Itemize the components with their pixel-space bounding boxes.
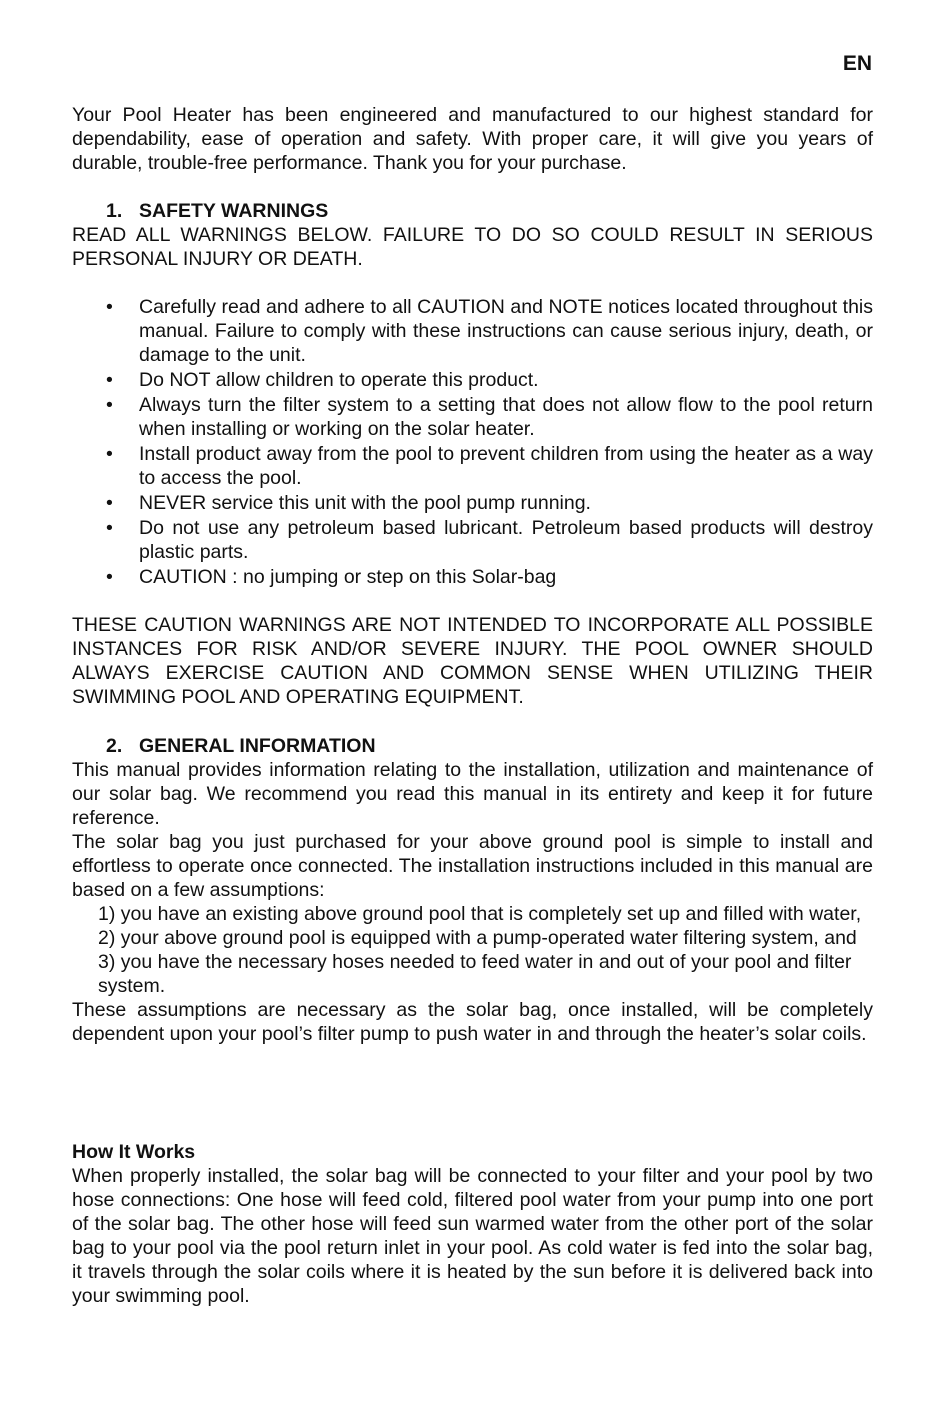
- list-item: 1) you have an existing above ground pool that is completely set up and filled with water,: [98, 903, 862, 925]
- warning-list: [72, 295, 873, 589]
- paragraph: When properly installed, the solar bag will be connected to your filter and your pool by two hose connections: One hose will feed cold, filtered pool water from your pump into one port of the solar bag. The other hose will feed sun warmed water from the other port of the solar bag to your pool via the pool return inlet in your pool. As cold water is fed into the solar bag, it travels through the solar coils where it is heated by the sun before it is delivered back into your swimming pool.: [72, 1165, 873, 1307]
- paragraph: The solar bag you just purchased for your above ground pool is simple to install and effortless to operate once connected. The installation instructions included in this manual are based on a few assumptions:: [72, 831, 873, 901]
- list-item: • Install product away from the pool to prevent children from using the heater as a way to access the pool.: [72, 442, 873, 490]
- section-heading: [72, 734, 873, 758]
- section-title: GENERAL INFORMATION: [139, 735, 376, 757]
- list-item: • Do NOT allow children to operate this product.: [72, 368, 873, 392]
- assumptions-list: [72, 902, 873, 998]
- section-number: 1.: [106, 200, 123, 222]
- paragraph: These assumptions are necessary as the solar bag, once installed, will be completely dependent upon your pool’s filter pump to push water in and through the heater’s solar coils.: [72, 999, 873, 1045]
- list-item: • CAUTION : no jumping or step on this Solar-bag: [72, 565, 873, 589]
- list-item: • Carefully read and adhere to all CAUTION and NOTE notices located throughout this manual. Failure to comply with these instructions can cause serious injury, death, or damage to the unit.: [72, 295, 873, 367]
- intro-paragraph: Your Pool Heater has been engineered and manufactured to our highest standard for dependability, ease of operation and safety. With proper care, it will give you years of durable, trouble-free performance. Thank you for your purchase.: [72, 104, 873, 174]
- list-item: • NEVER service this unit with the pool pump running.: [72, 491, 873, 515]
- list-item: 2) your above ground pool is equipped with a pump-operated water filtering system, and: [98, 927, 857, 949]
- section-title: SAFETY WARNINGS: [139, 200, 329, 222]
- warning-lead: READ ALL WARNINGS BELOW. FAILURE TO DO SO COULD RESULT IN SERIOUS PERSONAL INJURY OR DEATH.: [72, 224, 873, 270]
- section-safety-warnings: [72, 199, 873, 709]
- section-heading: [72, 199, 873, 223]
- list-item: 3) you have the necessary hoses needed to feed water in and out of your pool and filter system.: [98, 951, 852, 997]
- section-number: 2.: [106, 735, 123, 757]
- caution-statement: THESE CAUTION WARNINGS ARE NOT INTENDED TO INCORPORATE ALL POSSIBLE INSTANCES FOR RISK AND/OR SEVERE INJURY. THE POOL OWNER SHOULD ALWAYS EXERCISE CAUTION AND COMMON SENSE WHEN UTILIZING THEIR SWIMMING POOL AND OPERATING EQUIPMENT.: [72, 614, 873, 708]
- paragraph: This manual provides information relating to the installation, utilization and maintenance of our solar bag. We recommend you read this manual in its entirety and keep it for future reference.: [72, 759, 873, 829]
- subsection-title: How It Works: [72, 1141, 196, 1163]
- list-item: • Always turn the filter system to a setting that does not allow flow to the pool return when installing or working on the solar heater.: [72, 393, 873, 441]
- section-how-it-works: [72, 1140, 873, 1308]
- list-item: • Do not use any petroleum based lubricant. Petroleum based products will destroy plastic parts.: [72, 516, 873, 564]
- section-general-information: [72, 734, 873, 1046]
- language-code: EN: [842, 52, 872, 75]
